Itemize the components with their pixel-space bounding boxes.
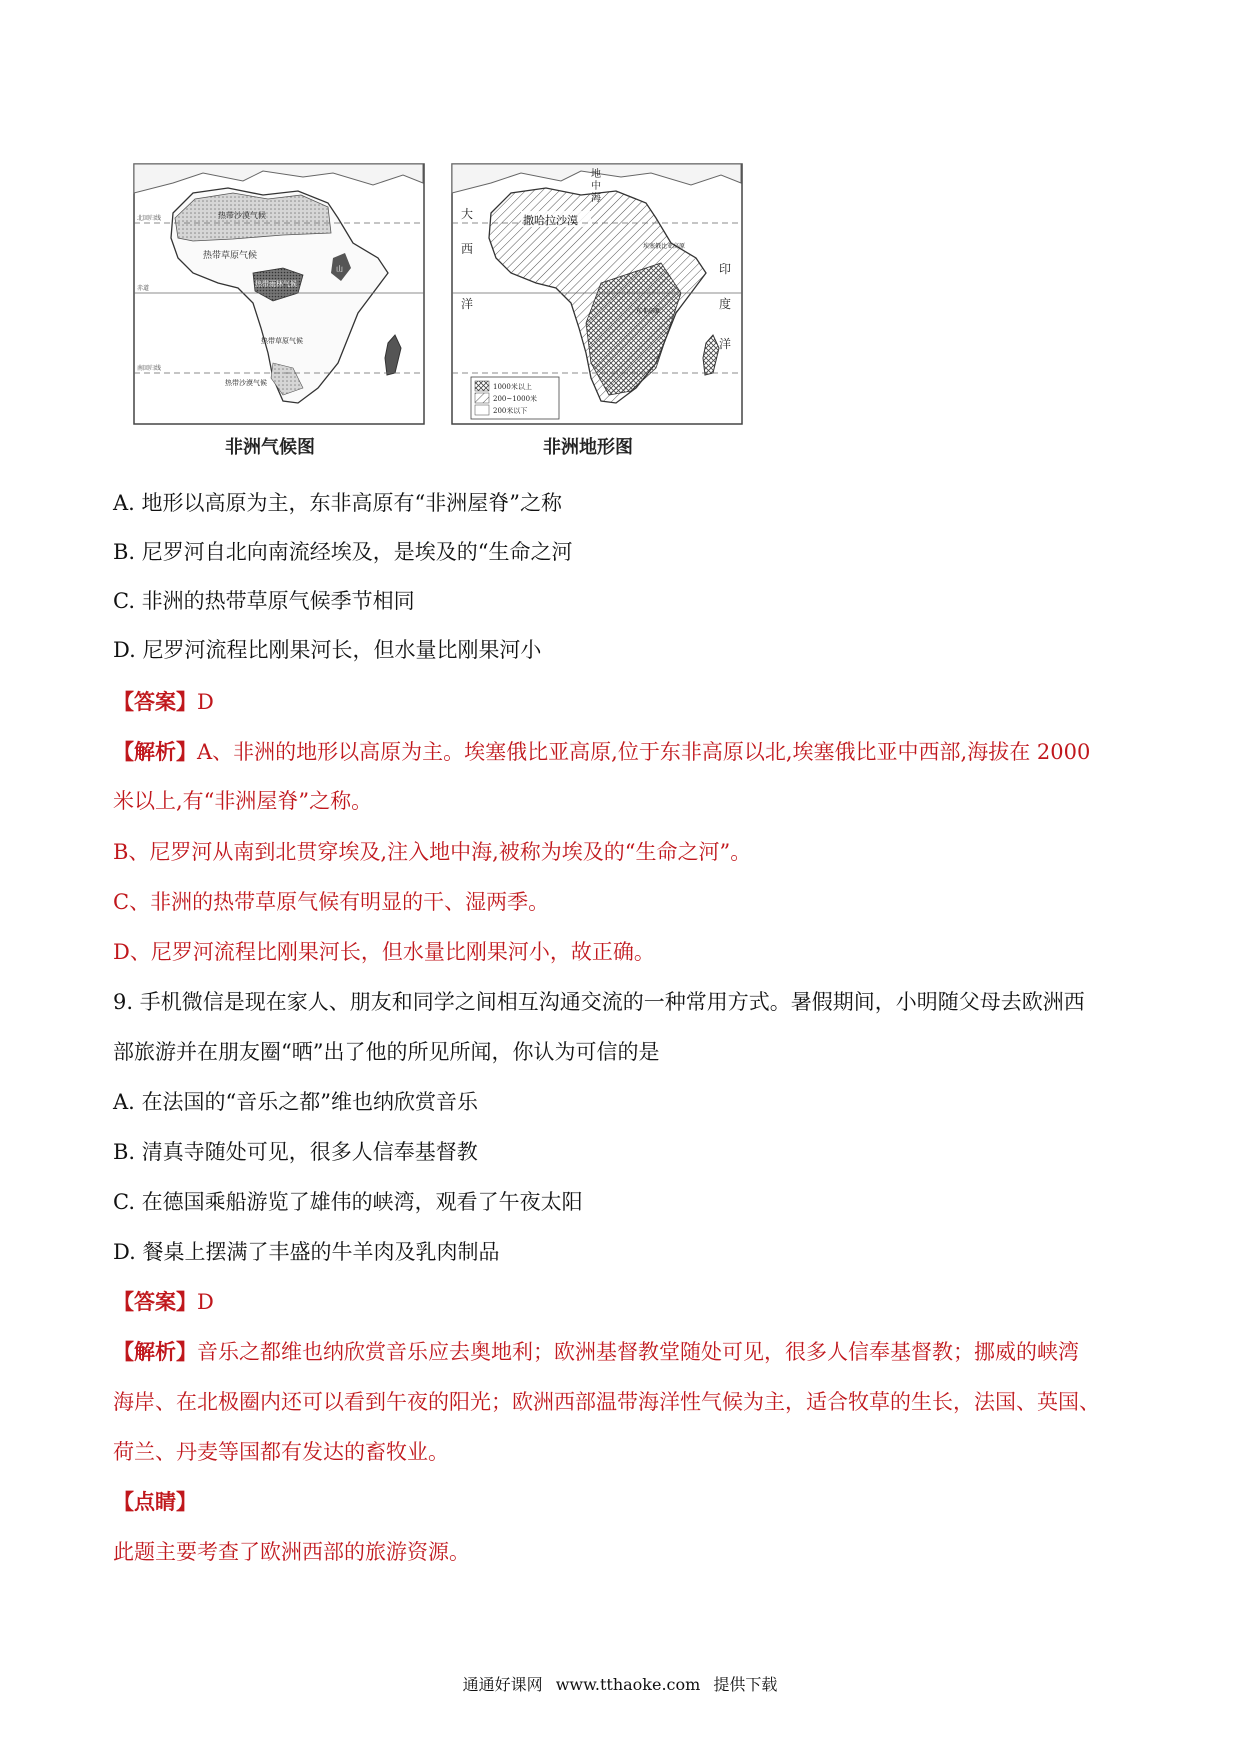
terrain-legend [471,377,559,419]
climate-map-svg [133,163,425,425]
sea-label: 海 [591,193,601,204]
climate-zone-label: 热带草原气候 [261,337,303,345]
footer-site-name: 通通好课网 [462,1675,543,1694]
terrain-region-label: 东非高原 [636,308,661,315]
climate-zone-label: 山 [336,265,343,273]
q9-option-b: B. 清真寺随处可见，很多人信奉基督教 [113,1140,478,1164]
sea-label: 西 [461,242,474,256]
q8-analysis-line2: 米以上,有“非洲屋脊”之称。 [113,789,373,813]
q9-stem-line1: 9. 手机微信是现在家人、朋友和同学之间相互沟通交流的一种常用方式。暑假期间，小明随父母去欧洲西 [113,990,1085,1014]
q8-answer [113,687,214,717]
analysis-label: 【解析】 [113,739,197,764]
terrain-map-svg [451,163,743,425]
q9-stem-line2: 部旅游并在朋友圈“晒”出了他的所见所闻，你认为可信的是 [113,1040,660,1064]
q9-answer [113,1287,214,1317]
answer-label: 【答案】 [113,689,197,714]
climate-line-label: 北回归线 [137,215,162,222]
climate-zone-label: 热带草原气候 [203,251,258,261]
q9-comment-label: 【点睛】 [113,1489,197,1514]
q9-analysis-line1 [113,1337,1079,1367]
legend-item: 200米以下 [493,407,528,415]
q8-analysis-line1 [113,737,1090,767]
footer-url[interactable]: www.tthaoke.com [555,1675,701,1694]
climate-line-label: 赤道 [137,285,150,292]
page-footer [0,1672,1240,1695]
climate-zone-label: 热带沙漠气候 [225,379,267,387]
footer-suffix: 提供下载 [713,1675,778,1694]
climate-zone-label: 热带沙漠气候 [218,211,266,220]
sea-label: 洋 [461,297,474,311]
terrain-map-caption: 非洲地形图 [543,437,633,458]
africa-maps-figure [133,163,732,463]
africa-terrain-map [451,163,743,425]
q8-option-a: A. 地形以高原为主，东非高原有“非洲屋脊”之称 [113,491,562,515]
q8-option-c: C. 非洲的热带草原气候季节相同 [113,589,415,613]
climate-line-label: 南回归线 [137,365,162,372]
sea-label: 度 [719,297,732,311]
q8-option-d: D. 尼罗河流程比刚果河长，但水量比刚果河小 [113,638,542,662]
q9-option-a: A. 在法国的“音乐之都”维也纳欣赏音乐 [113,1090,478,1114]
africa-climate-map [133,163,425,425]
terrain-region-label: 埃塞俄比亚高原 [643,243,686,250]
q9-option-d: D. 餐桌上摆满了丰盛的牛羊肉及乳肉制品 [113,1240,500,1264]
q9-option-c: C. 在德国乘船游览了雄伟的峡湾，观看了午夜太阳 [113,1190,583,1214]
sea-label: 地 [591,169,601,180]
answer-label: 【答案】 [113,1289,197,1314]
q8-option-b: B. 尼罗河自北向南流经埃及，是埃及的“生命之河 [113,540,573,564]
sea-label: 洋 [719,337,732,351]
climate-map-caption: 非洲气候图 [225,437,315,458]
sea-label: 中 [591,181,601,192]
analysis-text: A、非洲的地形以高原为主。埃塞俄比亚高原,位于东非高原以北,埃塞俄比亚中西部,海拔在 2000 [197,740,1091,764]
sea-label: 大 [461,207,474,221]
q8-analysis-d: D、尼罗河流程比刚果河长，但水量比刚果河小，故正确。 [113,940,655,964]
q9-comment-text: 此题主要考查了欧洲西部的旅游资源。 [113,1540,470,1564]
analysis-label: 【解析】 [113,1339,197,1364]
q9-analysis-line2: 海岸、在北极圈内还可以看到午夜的阳光；欧洲西部温带海洋性气候为主，适合牧草的生长，法国、英国、 [113,1390,1100,1414]
terrain-region-label: 撒哈拉沙漠 [523,214,578,227]
legend-item: 200~1000米 [493,395,538,403]
analysis-text: 音乐之都维也纳欣赏音乐应去奥地利；欧洲基督教堂随处可见，很多人信奉基督教；挪威的峡湾 [197,1340,1079,1364]
q8-analysis-b: B、尼罗河从南到北贯穿埃及,注入地中海,被称为埃及的“生命之河”。 [113,840,752,864]
climate-zone-label: 热带雨林气候 [255,280,297,288]
answer-value: D [197,1290,214,1314]
q8-analysis-c: C、非洲的热带草原气候有明显的干、湿两季。 [113,890,550,914]
q9-analysis-line3: 荷兰、丹麦等国都有发达的畜牧业。 [113,1440,449,1464]
answer-value: D [197,690,214,714]
legend-item: 1000米以上 [493,383,532,391]
sea-label: 印 [719,262,732,276]
